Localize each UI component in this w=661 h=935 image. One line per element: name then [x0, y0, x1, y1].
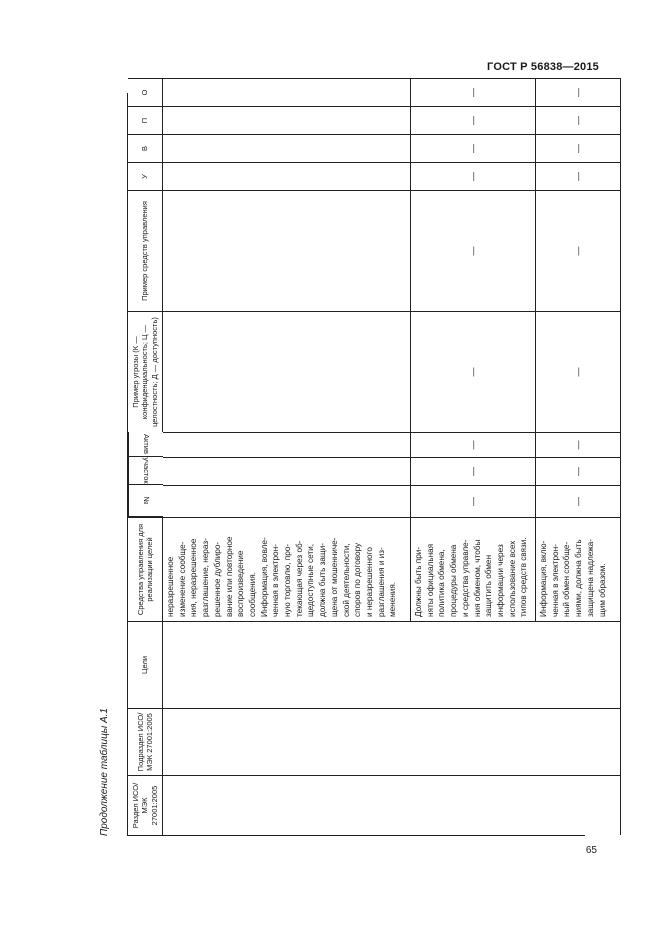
header-o	[128, 78, 163, 106]
header-p-label: П	[140, 117, 150, 124]
row2-control-example-dash: —	[411, 190, 536, 311]
rotated-table-container	[99, 88, 607, 836]
header-p	[128, 106, 163, 134]
header-goals	[128, 621, 163, 708]
header-controls-label: Средства управления для реализации целей	[135, 523, 154, 616]
row2-v-dash: —	[411, 134, 536, 162]
row2-controls-text: Должны быть при- няты официальная политика обмена, процедуры обмена и средства управле- ния обменом, чтобы защитить обмен информации через использование всех типов средств связи.	[411, 517, 536, 621]
row3-u-dash: —	[536, 162, 621, 190]
row3-p-dash: —	[536, 106, 621, 134]
row2-area-dash: —	[411, 457, 536, 485]
row1-section-cell	[163, 775, 621, 835]
page-number: 65	[585, 845, 597, 856]
header-number	[128, 485, 163, 517]
row1-number-cell	[163, 485, 411, 517]
header-section-label: Раздел ИСО/МЭК 27001:2005	[130, 782, 159, 829]
header-threat-example-label: Пример угрозы (К — конфиденциальность; Ц — целостность; Д — доступность)	[130, 317, 159, 427]
header-area	[128, 457, 163, 485]
header-threat-example	[128, 311, 163, 432]
header-o-label: О	[140, 89, 150, 96]
table-continuation-a1	[127, 88, 607, 836]
row3-control-example-dash: —	[536, 190, 621, 311]
row1-control-example-cell	[163, 190, 411, 311]
header-asset	[128, 432, 163, 457]
row1-asset-cell	[163, 432, 411, 457]
row2-threat-dash: —	[411, 311, 536, 432]
header-section	[128, 775, 163, 835]
row3-number-dash: —	[536, 485, 621, 517]
row3-controls-text: Информация, вклю- ченная в электрон- ный обмен сообще- ниями, должна быть защищена надлежа- щим образом.	[536, 517, 621, 621]
row3-o-dash: —	[536, 78, 621, 106]
document-standard-header: ГОСТ Р 56838—2015	[487, 61, 599, 73]
row1-goals-cell	[163, 621, 621, 708]
header-u	[128, 162, 163, 190]
row2-p-dash: —	[411, 106, 536, 134]
row3-asset-dash: —	[536, 432, 621, 457]
header-area-label: участок	[141, 457, 151, 484]
header-subsection	[128, 708, 163, 775]
row1-controls-text: неразрешенное изменение сообще- ния, неразрешенное разглашение, нераз- решенное дублиро- вание или повторное воспроизведение сообщения. Информация, вовле- ченная в электрон- ную торговлю, про- текающая через об- щедоступные сети, должна быть защи- щена от мошенниче- ской деятельности, споров по договору и неразрешенного разглашения и из- менения.	[163, 517, 411, 621]
row1-subsection-cell	[163, 708, 621, 775]
row2-number-dash: —	[411, 485, 536, 517]
header-control-example	[128, 190, 163, 311]
header-v-label: В	[140, 146, 150, 152]
row3-v-dash: —	[536, 134, 621, 162]
header-goals-label: Цели	[140, 655, 150, 675]
row3-area-dash: —	[536, 457, 621, 485]
header-controls	[128, 517, 163, 621]
header-number-label: №	[141, 496, 151, 505]
header-asset-label: Актив	[141, 434, 151, 454]
row1-u-cell	[163, 162, 411, 190]
row1-v-cell	[163, 134, 411, 162]
header-u-label: У	[140, 174, 150, 179]
header-control-example-label: Пример средств управления	[140, 201, 150, 301]
row1-threat-cell	[163, 311, 411, 432]
row3-threat-dash: —	[536, 311, 621, 432]
row1-o-cell	[163, 78, 411, 106]
row2-asset-dash: —	[411, 432, 536, 457]
row1-area-cell	[163, 457, 411, 485]
table-caption: Продолжение таблицы А.1	[99, 708, 110, 836]
header-v	[128, 134, 163, 162]
row2-o-dash: —	[411, 78, 536, 106]
row1-p-cell	[163, 106, 411, 134]
header-subsection-label: Подраздел ИСО/МЭК 27001:2005	[135, 712, 154, 772]
row2-u-dash: —	[411, 162, 536, 190]
